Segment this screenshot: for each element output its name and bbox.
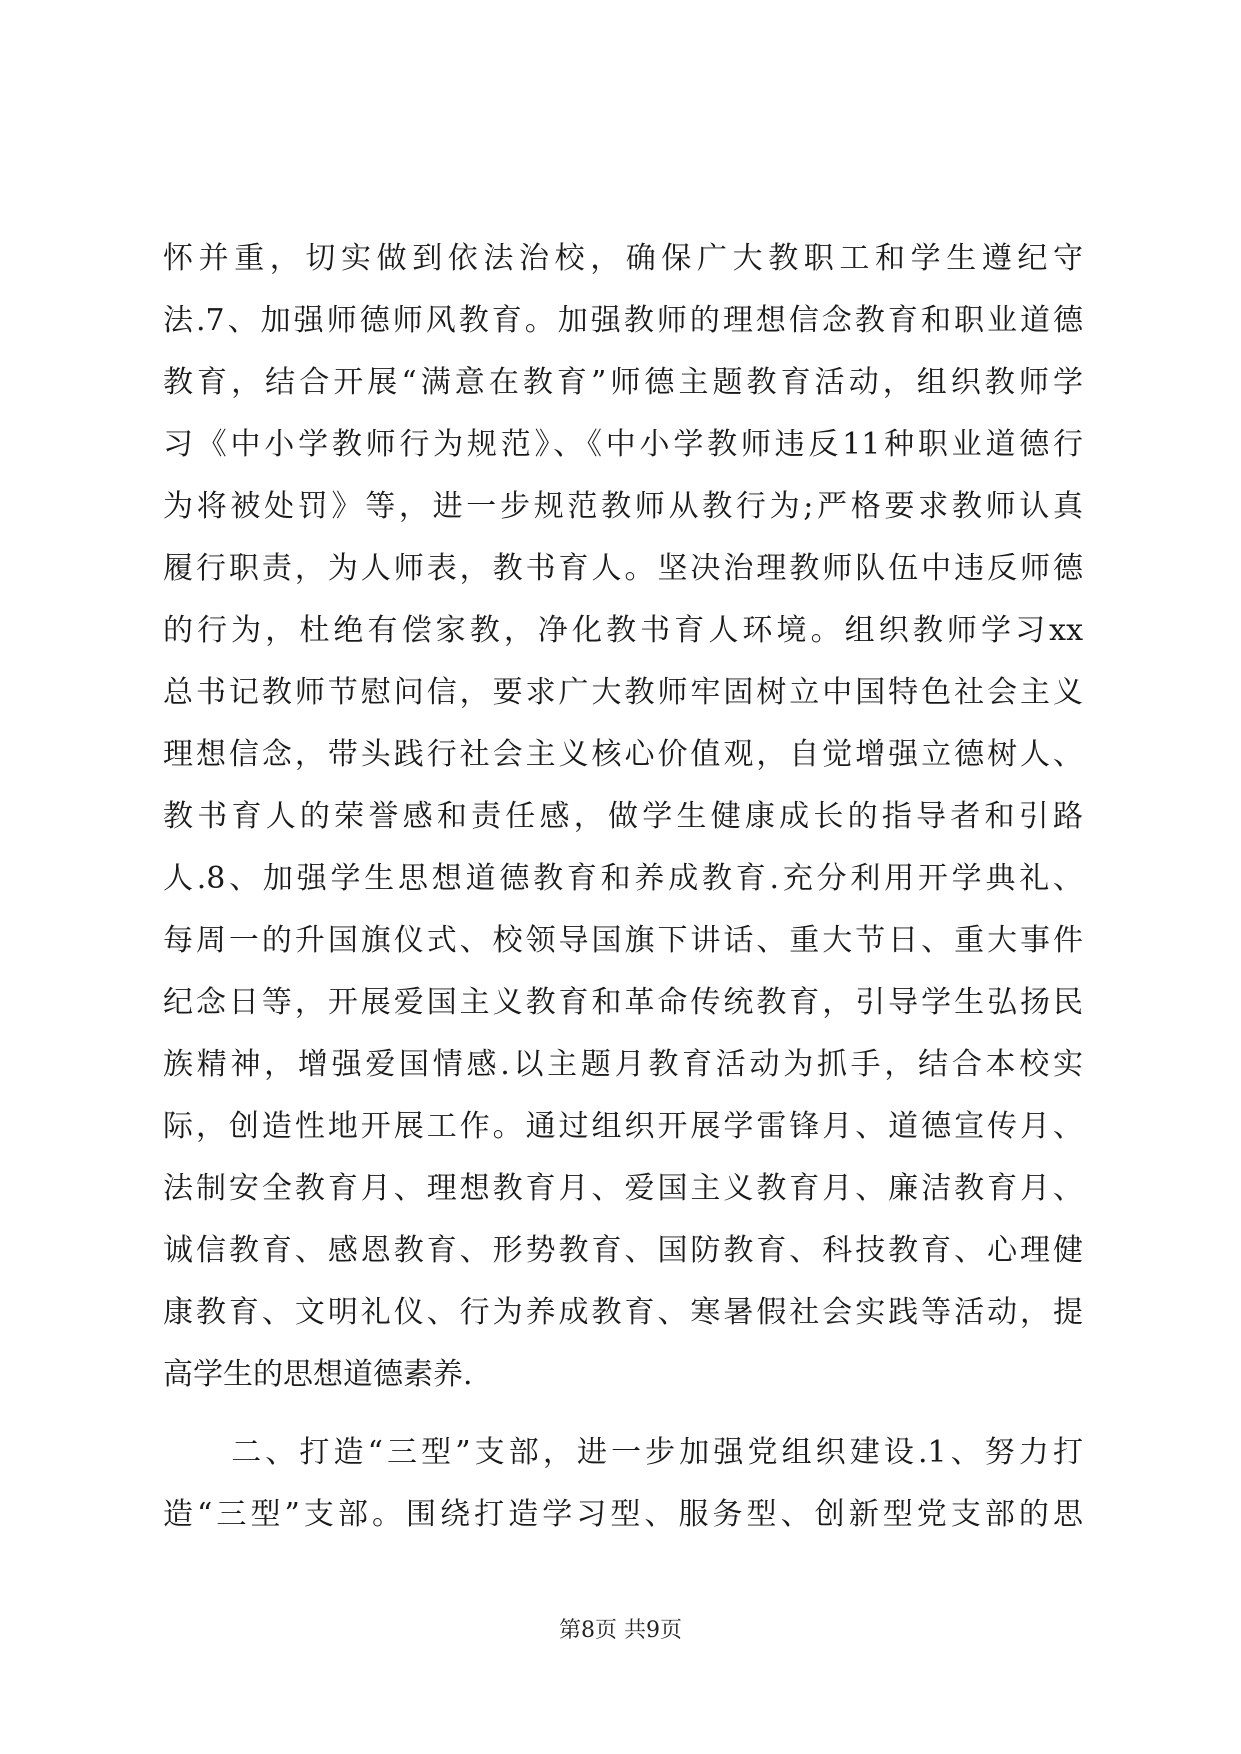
text-line: 的行为，杜绝有偿家教，净化教书育人环境。组织教师学习xx [163,613,1083,648]
text-line: 法制安全教育月、理想教育月、爱国主义教育月、廉洁教育月、 [163,1171,1083,1206]
text-line: 履行职责，为人师表，教书育人。坚决治理教师队伍中违反师德 [163,551,1083,586]
text-line: 高学生的思想道德素养. [163,1357,473,1392]
text-line: 习《中小学教师行为规范》、《中小学教师违反11种职业道德行 [163,427,1083,462]
text-line: 法.7、加强师德师风教育。加强教师的理想信念教育和职业道德 [163,303,1083,338]
text-line: 总书记教师节慰问信，要求广大教师牢固树立中国特色社会主义 [163,675,1083,710]
text-line: 纪念日等，开展爱国主义教育和革命传统教育，引导学生弘扬民 [163,985,1083,1020]
text-line: 教育，结合开展“满意在教育”师德主题教育活动，组织教师学 [163,365,1083,400]
text-line: 造“三型”支部。围绕打造学习型、服务型、创新型党支部的思 [163,1497,1083,1532]
text-line: 教书育人的荣誉感和责任感，做学生健康成长的指导者和引路 [163,799,1083,834]
body-text [163,228,1083,1546]
text-line: 二、打造“三型”支部，进一步加强党组织建设.1、努力打 [163,1435,1083,1470]
text-line: 族精神，增强爱国情感.以主题月教育活动为抓手，结合本校实 [163,1047,1083,1082]
text-line: 每周一的升国旗仪式、校领导国旗下讲话、重大节日、重大事件 [163,923,1083,958]
text-line: 怀并重，切实做到依法治校，确保广大教职工和学生遵纪守 [163,241,1083,276]
text-line: 人.8、加强学生思想道德教育和养成教育.充分利用开学典礼、 [163,861,1083,896]
text-line: 诚信教育、感恩教育、形势教育、国防教育、科技教育、心理健 [163,1233,1083,1268]
text-line: 际，创造性地开展工作。通过组织开展学雷锋月、道德宣传月、 [163,1109,1083,1144]
paragraph-gap [163,1406,1083,1422]
text-line: 为将被处罚》等，进一步规范教师从教行为;严格要求教师认真 [163,489,1083,524]
page-footer: 第8页 共9页 [559,1618,682,1643]
text-line: 康教育、文明礼仪、行为养成教育、寒暑假社会实践等活动，提 [163,1295,1083,1330]
text-line: 理想信念，带头践行社会主义核心价值观，自觉增强立德树人、 [163,737,1083,772]
